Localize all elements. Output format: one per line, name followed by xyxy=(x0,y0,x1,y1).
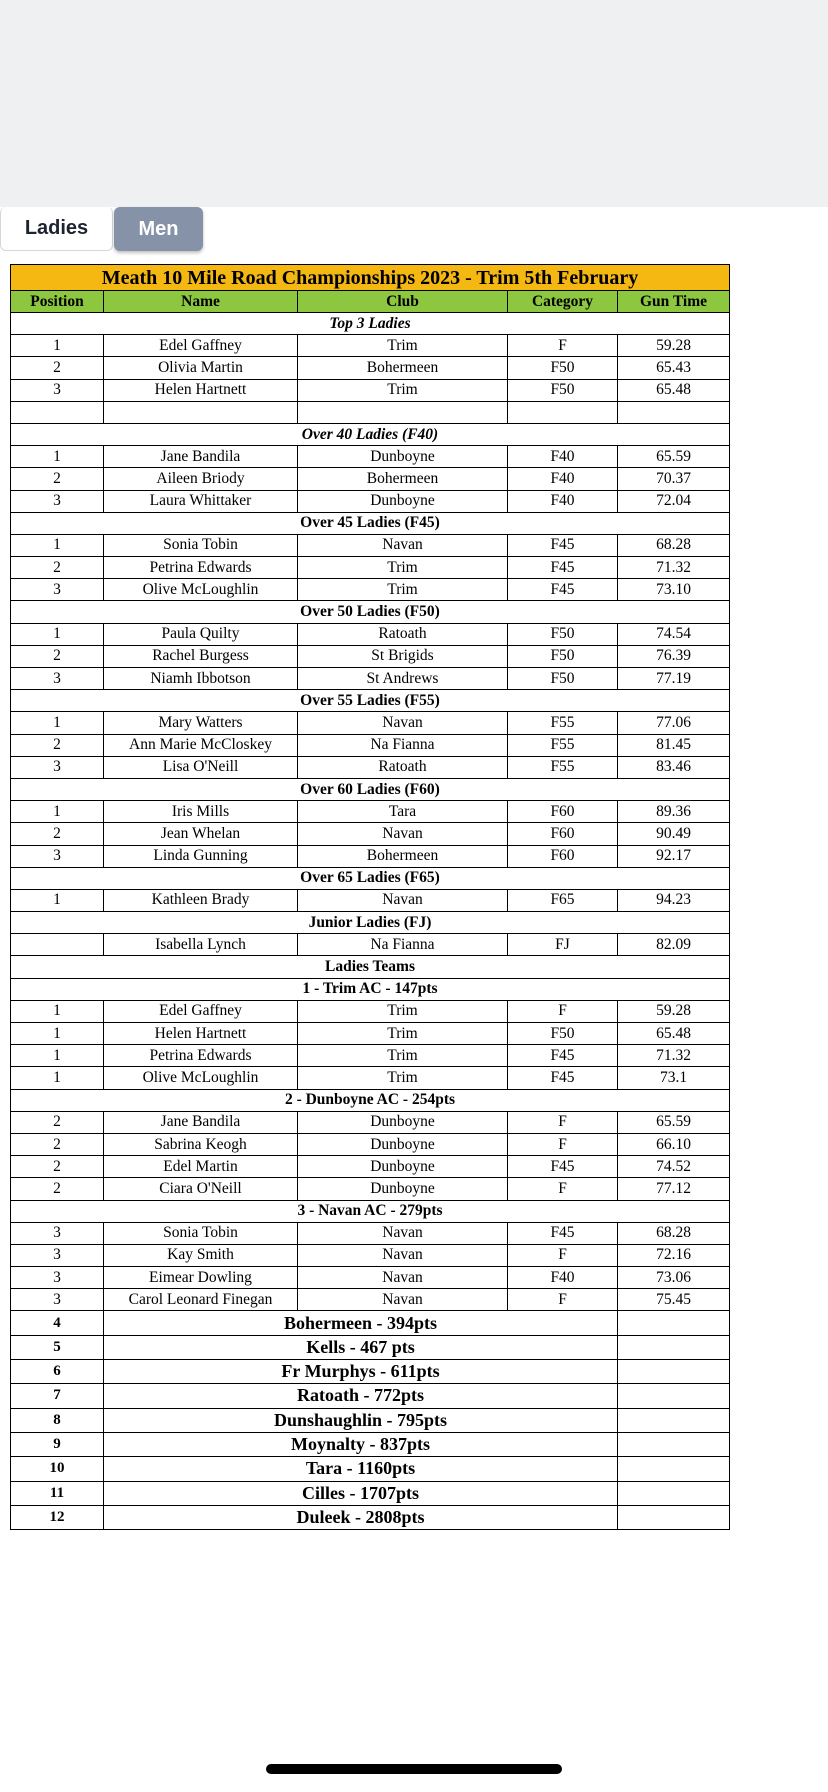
cell-category: F40 xyxy=(508,1267,618,1289)
cell-gun-time: 81.45 xyxy=(618,734,730,756)
cell-position: 1 xyxy=(11,1000,104,1022)
team-name-points: Moynalty - 837pts xyxy=(104,1432,618,1456)
team-empty-cell xyxy=(618,1457,730,1481)
table-row xyxy=(11,623,730,645)
table-row xyxy=(11,1289,730,1311)
header-position: Position xyxy=(11,291,104,313)
table-row xyxy=(11,379,730,401)
cell-category: F40 xyxy=(508,490,618,512)
cell-position: 2 xyxy=(11,734,104,756)
cell-club: Dunboyne xyxy=(298,1178,508,1200)
cell-club: Trim xyxy=(298,335,508,357)
table-header-row xyxy=(11,291,730,313)
cell-name: Mary Watters xyxy=(104,712,298,734)
table-row xyxy=(11,1267,730,1289)
cell-name: Edel Martin xyxy=(104,1156,298,1178)
section-heading: Over 55 Ladies (F55) xyxy=(11,690,730,712)
team-position: 10 xyxy=(11,1457,104,1481)
section-heading-row xyxy=(11,512,730,534)
cell-gun-time: 92.17 xyxy=(618,845,730,867)
cell-name: Aileen Briody xyxy=(104,468,298,490)
cell-category: F xyxy=(508,1178,618,1200)
table-row xyxy=(11,468,730,490)
team-name-points: Tara - 1160pts xyxy=(104,1457,618,1481)
cell-position: 1 xyxy=(11,889,104,911)
cell-club: Navan xyxy=(298,1267,508,1289)
table-row xyxy=(11,889,730,911)
header-club: Club xyxy=(298,291,508,313)
cell-position: 1 xyxy=(11,712,104,734)
cell-gun-time: 71.32 xyxy=(618,557,730,579)
cell-position: 3 xyxy=(11,490,104,512)
team-empty-cell xyxy=(618,1505,730,1529)
cell-category: F50 xyxy=(508,668,618,690)
cell-gun-time xyxy=(618,401,730,423)
table-row xyxy=(11,579,730,601)
cell-club: Ratoath xyxy=(298,756,508,778)
section-heading: Ladies Teams xyxy=(11,956,730,978)
table-title-row xyxy=(11,265,730,291)
cell-club: Ratoath xyxy=(298,623,508,645)
section-heading: Over 50 Ladies (F50) xyxy=(11,601,730,623)
cell-name: Eimear Dowling xyxy=(104,1267,298,1289)
cell-gun-time: 59.28 xyxy=(618,1000,730,1022)
cell-position: 1 xyxy=(11,1067,104,1089)
cell-gun-time: 77.19 xyxy=(618,668,730,690)
table-row xyxy=(11,534,730,556)
cell-name: Isabella Lynch xyxy=(104,934,298,956)
table-row xyxy=(11,1222,730,1244)
table-row xyxy=(11,1111,730,1133)
cell-gun-time: 65.48 xyxy=(618,379,730,401)
cell-gun-time: 65.43 xyxy=(618,357,730,379)
cell-category: F55 xyxy=(508,712,618,734)
table-row xyxy=(11,446,730,468)
cell-gun-time: 94.23 xyxy=(618,889,730,911)
cell-gun-time: 73.10 xyxy=(618,579,730,601)
cell-name: Petrina Edwards xyxy=(104,1045,298,1067)
section-heading: Over 40 Ladies (F40) xyxy=(11,423,730,445)
cell-gun-time: 77.06 xyxy=(618,712,730,734)
team-position: 12 xyxy=(11,1505,104,1529)
cell-category: FJ xyxy=(508,934,618,956)
team-row xyxy=(11,1505,730,1529)
table-row xyxy=(11,490,730,512)
cell-position: 3 xyxy=(11,379,104,401)
cell-name: Helen Hartnett xyxy=(104,379,298,401)
team-name-points: Duleek - 2808pts xyxy=(104,1505,618,1529)
table-row xyxy=(11,845,730,867)
section-heading: Over 60 Ladies (F60) xyxy=(11,778,730,800)
cell-club: Navan xyxy=(298,889,508,911)
cell-name: Jean Whelan xyxy=(104,823,298,845)
cell-gun-time: 68.28 xyxy=(618,1222,730,1244)
cell-name: Linda Gunning xyxy=(104,845,298,867)
cell-position: 3 xyxy=(11,756,104,778)
cell-position: 2 xyxy=(11,468,104,490)
cell-name: Helen Hartnett xyxy=(104,1023,298,1045)
cell-position: 3 xyxy=(11,1244,104,1266)
cell-position: 1 xyxy=(11,446,104,468)
section-heading-row xyxy=(11,1200,730,1222)
cell-gun-time: 72.04 xyxy=(618,490,730,512)
cell-gun-time: 89.36 xyxy=(618,801,730,823)
cell-category: F50 xyxy=(508,1023,618,1045)
cell-club: Trim xyxy=(298,1067,508,1089)
cell-club: Trim xyxy=(298,557,508,579)
team-name-points: Bohermeen - 394pts xyxy=(104,1311,618,1335)
table-row xyxy=(11,801,730,823)
cell-name: Iris Mills xyxy=(104,801,298,823)
cell-club: Bohermeen xyxy=(298,357,508,379)
cell-gun-time: 65.48 xyxy=(618,1023,730,1045)
cell-category: F40 xyxy=(508,446,618,468)
section-heading: Junior Ladies (FJ) xyxy=(11,912,730,934)
cell-gun-time: 82.09 xyxy=(618,934,730,956)
section-heading: 3 - Navan AC - 279pts xyxy=(11,1200,730,1222)
cell-club: Trim xyxy=(298,1045,508,1067)
cell-position: 2 xyxy=(11,1133,104,1155)
cell-position: 3 xyxy=(11,845,104,867)
team-row xyxy=(11,1408,730,1432)
cell-category: F65 xyxy=(508,889,618,911)
cell-position: 1 xyxy=(11,1045,104,1067)
cell-club: Trim xyxy=(298,1023,508,1045)
section-heading-row xyxy=(11,313,730,335)
cell-name xyxy=(104,401,298,423)
table-row xyxy=(11,934,730,956)
cell-category: F45 xyxy=(508,534,618,556)
cell-gun-time: 74.52 xyxy=(618,1156,730,1178)
team-empty-cell xyxy=(618,1432,730,1456)
cell-gun-time: 65.59 xyxy=(618,1111,730,1133)
cell-name: Laura Whittaker xyxy=(104,490,298,512)
cell-gun-time: 65.59 xyxy=(618,446,730,468)
team-row xyxy=(11,1311,730,1335)
cell-club: St Brigids xyxy=(298,645,508,667)
table-row xyxy=(11,1023,730,1045)
cell-position xyxy=(11,934,104,956)
cell-club: Dunboyne xyxy=(298,1133,508,1155)
cell-gun-time: 77.12 xyxy=(618,1178,730,1200)
cell-name: Edel Gaffney xyxy=(104,335,298,357)
table-row xyxy=(11,712,730,734)
cell-position xyxy=(11,401,104,423)
cell-position: 1 xyxy=(11,801,104,823)
cell-category xyxy=(508,401,618,423)
team-row xyxy=(11,1481,730,1505)
cell-name: Edel Gaffney xyxy=(104,1000,298,1022)
team-position: 6 xyxy=(11,1360,104,1384)
team-empty-cell xyxy=(618,1384,730,1408)
cell-category: F xyxy=(508,1111,618,1133)
team-name-points: Dunshaughlin - 795pts xyxy=(104,1408,618,1432)
cell-category: F45 xyxy=(508,1156,618,1178)
cell-club: Navan xyxy=(298,534,508,556)
team-position: 8 xyxy=(11,1408,104,1432)
table-row xyxy=(11,734,730,756)
team-empty-cell xyxy=(618,1335,730,1359)
cell-name: Olivia Martin xyxy=(104,357,298,379)
header-gun-time: Gun Time xyxy=(618,291,730,313)
cell-name: Rachel Burgess xyxy=(104,645,298,667)
cell-name: Carol Leonard Finegan xyxy=(104,1289,298,1311)
cell-club: Trim xyxy=(298,579,508,601)
results-table xyxy=(10,264,730,1530)
cell-category: F xyxy=(508,1289,618,1311)
cell-club: Bohermeen xyxy=(298,845,508,867)
cell-club: Dunboyne xyxy=(298,490,508,512)
team-row xyxy=(11,1360,730,1384)
cell-position: 2 xyxy=(11,1178,104,1200)
team-row xyxy=(11,1384,730,1408)
cell-club: Navan xyxy=(298,1289,508,1311)
cell-category: F45 xyxy=(508,557,618,579)
cell-club: Trim xyxy=(298,1000,508,1022)
cell-name: Ciara O'Neill xyxy=(104,1178,298,1200)
cell-category: F xyxy=(508,1000,618,1022)
team-position: 4 xyxy=(11,1311,104,1335)
cell-gun-time: 59.28 xyxy=(618,335,730,357)
cell-category: F60 xyxy=(508,845,618,867)
team-row xyxy=(11,1335,730,1359)
cell-category: F55 xyxy=(508,756,618,778)
cell-club: Dunboyne xyxy=(298,1111,508,1133)
cell-category: F xyxy=(508,335,618,357)
cell-position: 3 xyxy=(11,668,104,690)
cell-club: Trim xyxy=(298,379,508,401)
team-name-points: Ratoath - 772pts xyxy=(104,1384,618,1408)
table-row xyxy=(11,1000,730,1022)
cell-name: Kay Smith xyxy=(104,1244,298,1266)
team-empty-cell xyxy=(618,1360,730,1384)
team-position: 11 xyxy=(11,1481,104,1505)
table-row xyxy=(11,557,730,579)
cell-club: St Andrews xyxy=(298,668,508,690)
cell-position: 2 xyxy=(11,357,104,379)
section-heading-row xyxy=(11,867,730,889)
cell-position: 1 xyxy=(11,534,104,556)
team-position: 9 xyxy=(11,1432,104,1456)
cell-club: Navan xyxy=(298,1244,508,1266)
cell-club: Tara xyxy=(298,801,508,823)
cell-position: 3 xyxy=(11,1289,104,1311)
cell-gun-time: 74.54 xyxy=(618,623,730,645)
cell-category: F55 xyxy=(508,734,618,756)
cell-gun-time: 68.28 xyxy=(618,534,730,556)
cell-name: Paula Quilty xyxy=(104,623,298,645)
cell-club: Dunboyne xyxy=(298,446,508,468)
team-empty-cell xyxy=(618,1408,730,1432)
tab-men[interactable]: Men xyxy=(114,207,203,251)
section-heading: 2 - Dunboyne AC - 254pts xyxy=(11,1089,730,1111)
cell-category: F xyxy=(508,1133,618,1155)
cell-position: 1 xyxy=(11,335,104,357)
section-heading-row xyxy=(11,690,730,712)
cell-name: Kathleen Brady xyxy=(104,889,298,911)
cell-name: Ann Marie McCloskey xyxy=(104,734,298,756)
cell-category: F50 xyxy=(508,645,618,667)
cell-name: Jane Bandila xyxy=(104,1111,298,1133)
header-name: Name xyxy=(104,291,298,313)
cell-gun-time: 73.1 xyxy=(618,1067,730,1089)
cell-category: F50 xyxy=(508,623,618,645)
table-row xyxy=(11,357,730,379)
table-row xyxy=(11,401,730,423)
team-position: 5 xyxy=(11,1335,104,1359)
cell-position: 2 xyxy=(11,557,104,579)
table-row xyxy=(11,1133,730,1155)
cell-name: Lisa O'Neill xyxy=(104,756,298,778)
team-name-points: Fr Murphys - 611pts xyxy=(104,1360,618,1384)
cell-name: Jane Bandila xyxy=(104,446,298,468)
cell-club: Dunboyne xyxy=(298,1156,508,1178)
cell-club xyxy=(298,401,508,423)
cell-club: Bohermeen xyxy=(298,468,508,490)
cell-name: Sabrina Keogh xyxy=(104,1133,298,1155)
tab-ladies[interactable]: Ladies xyxy=(0,207,113,251)
cell-position: 2 xyxy=(11,645,104,667)
section-heading-row xyxy=(11,978,730,1000)
cell-name: Niamh Ibbotson xyxy=(104,668,298,690)
cell-position: 3 xyxy=(11,579,104,601)
cell-club: Na Fianna xyxy=(298,934,508,956)
cell-gun-time: 71.32 xyxy=(618,1045,730,1067)
cell-club: Navan xyxy=(298,823,508,845)
section-heading-row xyxy=(11,423,730,445)
section-heading-row xyxy=(11,778,730,800)
cell-category: F50 xyxy=(508,357,618,379)
table-row xyxy=(11,756,730,778)
home-indicator[interactable] xyxy=(266,1764,562,1774)
cell-category: F45 xyxy=(508,1222,618,1244)
section-heading-row xyxy=(11,1089,730,1111)
cell-position: 3 xyxy=(11,1222,104,1244)
cell-name: Sonia Tobin xyxy=(104,534,298,556)
section-heading: Top 3 Ladies xyxy=(11,313,730,335)
cell-position: 2 xyxy=(11,1111,104,1133)
team-row xyxy=(11,1432,730,1456)
section-heading-row xyxy=(11,601,730,623)
cell-club: Na Fianna xyxy=(298,734,508,756)
cell-category: F60 xyxy=(508,823,618,845)
cell-position: 1 xyxy=(11,1023,104,1045)
section-heading: Over 65 Ladies (F65) xyxy=(11,867,730,889)
table-row xyxy=(11,1045,730,1067)
cell-gun-time: 75.45 xyxy=(618,1289,730,1311)
table-row xyxy=(11,1156,730,1178)
team-position: 7 xyxy=(11,1384,104,1408)
table-row xyxy=(11,1178,730,1200)
section-heading-row xyxy=(11,912,730,934)
cell-gun-time: 83.46 xyxy=(618,756,730,778)
cell-gun-time: 72.16 xyxy=(618,1244,730,1266)
cell-gun-time: 76.39 xyxy=(618,645,730,667)
section-heading: 1 - Trim AC - 147pts xyxy=(11,978,730,1000)
team-empty-cell xyxy=(618,1311,730,1335)
table-row xyxy=(11,1067,730,1089)
cell-club: Navan xyxy=(298,1222,508,1244)
cell-gun-time: 90.49 xyxy=(618,823,730,845)
tab-bar xyxy=(0,207,828,253)
table-row xyxy=(11,645,730,667)
table-row xyxy=(11,823,730,845)
cell-category: F40 xyxy=(508,468,618,490)
cell-category: F45 xyxy=(508,1045,618,1067)
cell-gun-time: 73.06 xyxy=(618,1267,730,1289)
team-name-points: Cilles - 1707pts xyxy=(104,1481,618,1505)
team-name-points: Kells - 467 pts xyxy=(104,1335,618,1359)
team-row xyxy=(11,1457,730,1481)
table-row xyxy=(11,1244,730,1266)
cell-gun-time: 70.37 xyxy=(618,468,730,490)
cell-position: 2 xyxy=(11,823,104,845)
section-heading-row xyxy=(11,956,730,978)
cell-name: Sonia Tobin xyxy=(104,1222,298,1244)
section-heading: Over 45 Ladies (F45) xyxy=(11,512,730,534)
cell-name: Olive McLoughlin xyxy=(104,1067,298,1089)
table-title: Meath 10 Mile Road Championships 2023 - Trim 5th February xyxy=(11,265,730,291)
table-row xyxy=(11,668,730,690)
cell-position: 1 xyxy=(11,623,104,645)
team-empty-cell xyxy=(618,1481,730,1505)
cell-category: F45 xyxy=(508,1067,618,1089)
cell-club: Navan xyxy=(298,712,508,734)
top-blank-area xyxy=(0,0,828,207)
cell-position: 3 xyxy=(11,1267,104,1289)
cell-position: 2 xyxy=(11,1156,104,1178)
cell-category: F50 xyxy=(508,379,618,401)
cell-name: Petrina Edwards xyxy=(104,557,298,579)
cell-category: F60 xyxy=(508,801,618,823)
table-row xyxy=(11,335,730,357)
cell-name: Olive McLoughlin xyxy=(104,579,298,601)
header-category: Category xyxy=(508,291,618,313)
cell-gun-time: 66.10 xyxy=(618,1133,730,1155)
cell-category: F xyxy=(508,1244,618,1266)
cell-category: F45 xyxy=(508,579,618,601)
